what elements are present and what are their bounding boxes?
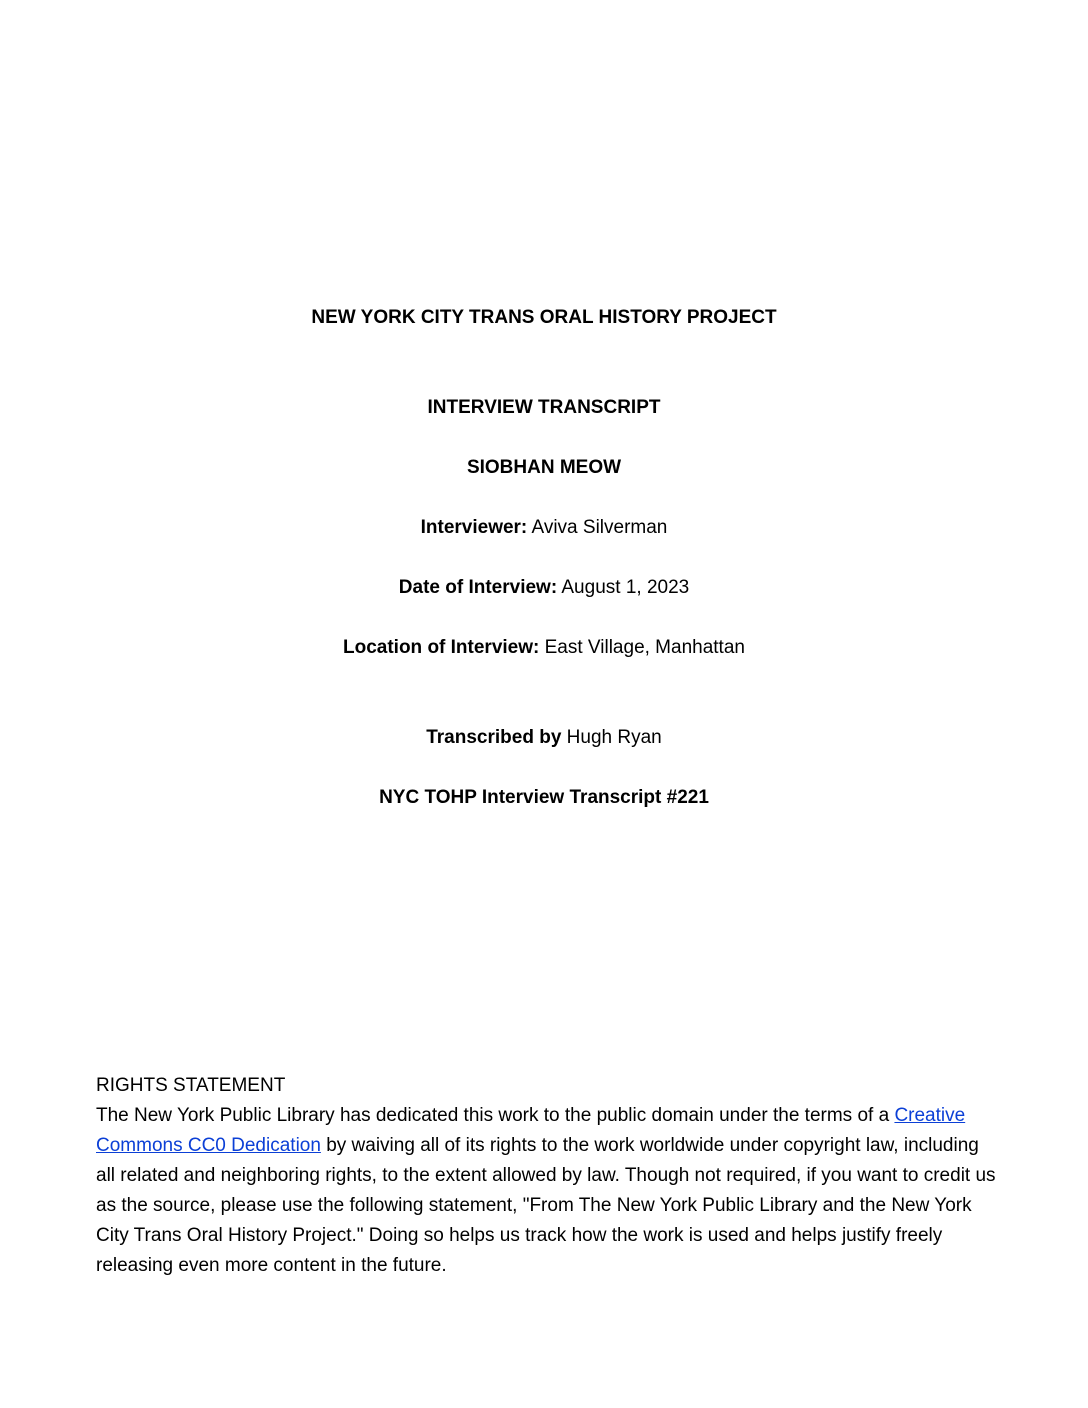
date-value: August 1, 2023 (557, 577, 690, 598)
interviewer-value: Aviva Silverman (527, 517, 668, 538)
transcribed-by-line (0, 726, 1088, 750)
interviewer-label: Interviewer: (420, 517, 528, 538)
transcribed-by-value: Hugh Ryan (561, 727, 662, 748)
rights-text-before-link: The New York Public Library has dedicated this work to the public domain under the terms of a (96, 1105, 895, 1126)
cc0-dedication-link[interactable]: Creative Commons CC0 Dedication (96, 1105, 966, 1156)
rights-body (96, 1101, 996, 1281)
narrator-name: SIOBHAN MEOW (466, 457, 622, 478)
rights-heading: RIGHTS STATEMENT (96, 1075, 286, 1096)
interviewer-line (0, 516, 1088, 540)
project-title: NEW YORK CITY TRANS ORAL HISTORY PROJECT (311, 307, 777, 328)
location-value: East Village, Manhattan (539, 637, 745, 658)
transcript-id: NYC TOHP Interview Transcript #221 (379, 787, 709, 808)
transcribed-by-label: Transcribed by (426, 727, 562, 748)
date-line (0, 576, 1088, 600)
location-label: Location of Interview: (343, 637, 540, 658)
rights-text-after-link: by waiving all of its rights to the work worldwide under copyright law, including all related and neighboring rights, to the extent allowed by law. Though not required, if you want to credit us as the source, please use the following statement, "From The New York Public Library and the New York City Trans Oral History Project." Doing so helps us track how the work is used and helps justify freely releasing even more content in the future. (96, 1135, 996, 1276)
rights-statement-section (96, 1071, 996, 1281)
date-label: Date of Interview: (398, 577, 558, 598)
document-type-heading: INTERVIEW TRANSCRIPT (427, 397, 661, 418)
location-line (0, 636, 1088, 660)
